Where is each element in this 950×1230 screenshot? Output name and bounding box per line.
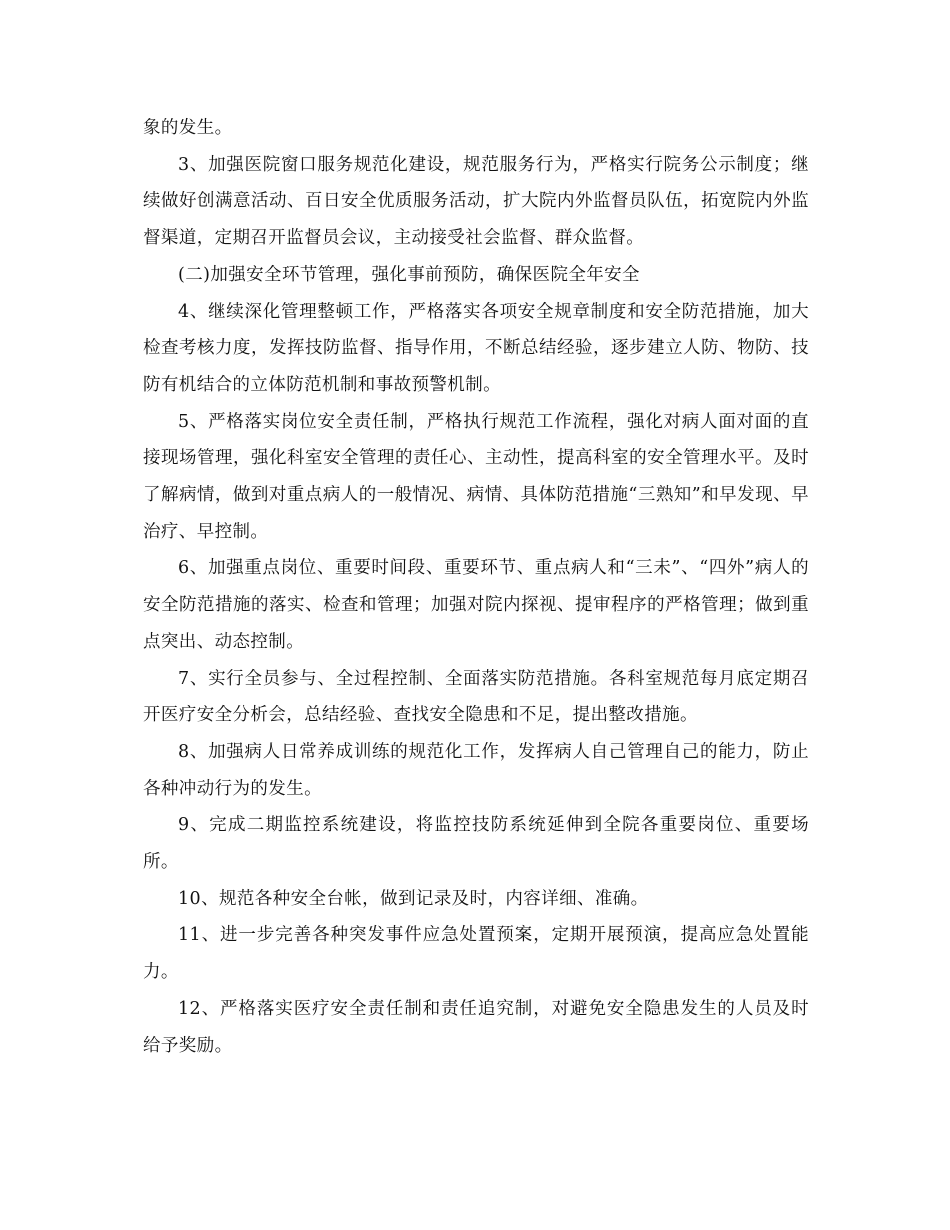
paragraph-item-11: 11、进一步完善各种突发事件应急处置预案，定期开展预演，提高应急处置能力。 bbox=[143, 925, 809, 983]
paragraph-item-3: 3、加强医院窗口服务规范化建设，规范服务行为，严格实行院务公示制度；继续做好创满意活动、百日安全优质服务活动，扩大院内外监督员队伍，拓宽院内外监督渠道，定期召开监督员会议，主动接受社会监督、群众监督。 bbox=[143, 154, 809, 249]
document-body bbox=[143, 110, 809, 1064]
paragraph-item-5: 5、严格落实岗位安全责任制，严格执行规范工作流程，强化对病人面对面的直接现场管理，强化科室安全管理的责任心、主动性，提高科室的安全管理水平。及时了解病情，做到对重点病人的一般情况、病情、具体防范措施“三熟知”和早发现、早治疗、早控制。 bbox=[143, 411, 809, 542]
paragraph-item-8: 8、加强病人日常养成训练的规范化工作，发挥病人自己管理自己的能力，防止各种冲动行为的发生。 bbox=[143, 741, 809, 799]
paragraph-item-7: 7、实行全员参与、全过程控制、全面落实防范措施。各科室规范每月底定期召开医疗安全分析会，总结经验、查找安全隐患和不足，提出整改措施。 bbox=[143, 668, 809, 726]
section-heading-2: (二)加强安全环节管理，强化事前预防，确保医院全年安全 bbox=[178, 264, 640, 285]
paragraph-item-12: 12、严格落实医疗安全责任制和责任追究制，对避免安全隐患发生的人员及时给予奖励。 bbox=[143, 998, 809, 1056]
paragraph-item-6: 6、加强重点岗位、重要时间段、重要环节、重点病人和“三未”、“四外”病人的安全防范措施的落实、检查和管理；加强对院内探视、提审程序的严格管理；做到重点突出、动态控制。 bbox=[143, 558, 809, 652]
paragraph-continuation: 象的发生。 bbox=[143, 118, 233, 138]
paragraph-item-9: 9、完成二期监控系统建设，将监控技防系统延伸到全院各重要岗位、重要场所。 bbox=[143, 815, 809, 873]
paragraph-item-10: 10、规范各种安全台帐，做到记录及时，内容详细、准确。 bbox=[178, 888, 649, 909]
paragraph-item-4: 4、继续深化管理整顿工作，严格落实各项安全规章制度和安全防范措施，加大检查考核力度，发挥技防监督、指导作用，不断总结经验，逐步建立人防、物防、技防有机结合的立体防范机制和事故预警机制。 bbox=[143, 301, 809, 395]
